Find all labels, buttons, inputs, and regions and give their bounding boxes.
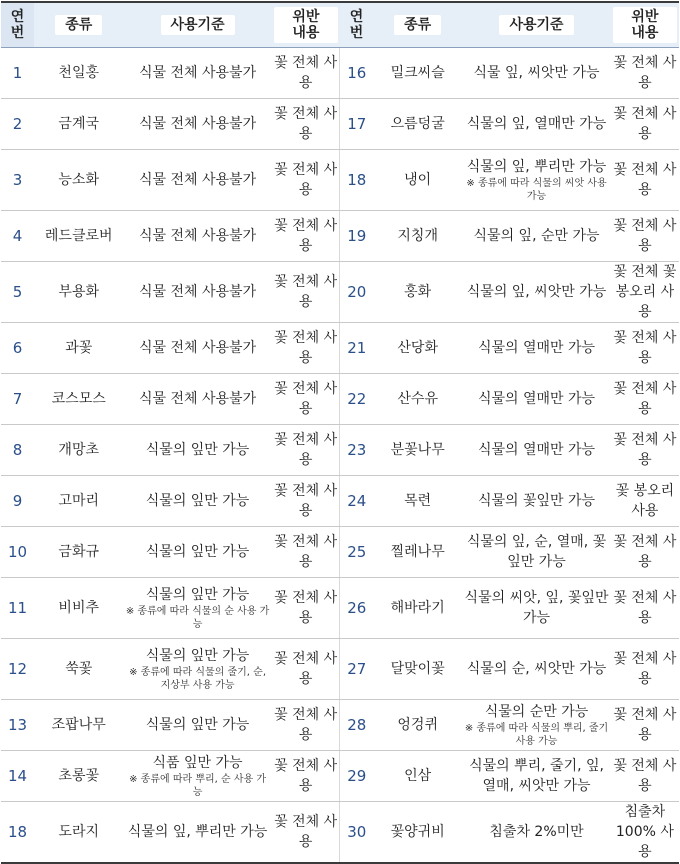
row-number: 3 [1,150,34,211]
usage-rule: 식물의 잎, 뿌리만 가능 [466,159,607,175]
table-row [1,323,679,374]
usage-note: ※ 종류에 따라 식물의 뿌리, 줄기 사용 가능 [464,723,609,747]
plant-kind: 으름덩굴 [373,99,462,150]
row-number: 16 [340,48,373,99]
usage-note: ※ 종류에 따라 식물의 줄기, 순, 지상부 사용 가능 [129,667,266,691]
usage-rule-cell [123,262,271,323]
violation-content: 꽃 전체 사용 [272,211,340,262]
violation-content: 꽃 전체 사용 [272,48,340,99]
usage-rule: 식물의 잎, 열매만 가능 [466,116,607,132]
plant-kind: 능소화 [34,150,123,211]
row-number: 24 [340,476,373,527]
header-no-right: 연번 [340,2,373,48]
row-number: 20 [340,262,373,323]
row-number: 7 [1,374,34,425]
violation-content: 꽃 전체 사용 [611,425,679,476]
table-row [1,476,679,527]
plant-kind: 목련 [373,476,462,527]
violation-content: 꽃 전체 사용 [272,802,340,864]
usage-rule-cell [123,99,271,150]
usage-rule-cell [462,150,610,211]
violation-content: 꽃 전체 사용 [611,527,679,578]
usage-rule-cell [123,150,271,211]
usage-note: ※ 종류에 따라 식물의 순 사용 가능 [125,606,270,630]
usage-rule: 식물의 순, 씨앗만 가능 [466,661,607,677]
usage-rule-cell [462,639,610,700]
usage-rule-cell [123,476,271,527]
usage-rule: 식물 전체 사용불가 [139,228,257,244]
row-number: 11 [1,578,34,639]
violation-content: 꽃 전체 꽃봉오리 사용 [611,262,679,323]
plant-kind: 냉이 [373,150,462,211]
usage-rule: 식물의 잎만 가능 [145,544,250,560]
violation-content: 꽃 전체 사용 [611,374,679,425]
usage-rule: 식물 전체 사용불가 [139,116,257,132]
usage-rule-cell [123,578,271,639]
row-number: 26 [340,578,373,639]
table-row [1,262,679,323]
usage-rule: 침출차 2%미만 [489,824,584,840]
row-number: 18 [1,802,34,864]
plant-kind: 쑥꽃 [34,639,123,700]
violation-content: 꽃 전체 사용 [611,150,679,211]
plant-kind: 꽃양귀비 [373,802,462,864]
usage-rule-cell [123,323,271,374]
plant-kind: 비비추 [34,578,123,639]
violation-content: 꽃 전체 사용 [611,323,679,374]
usage-rule: 식물 전체 사용불가 [139,391,257,407]
usage-rule: 식품 잎만 가능 [152,755,243,771]
usage-rule-cell [462,323,610,374]
usage-rule: 식물 전체 사용불가 [139,284,257,300]
usage-rule: 식물의 잎만 가능 [145,648,250,664]
table-row [1,527,679,578]
usage-rule: 식물의 잎, 순만 가능 [473,228,600,244]
usage-rule: 식물 전체 사용불가 [139,172,257,188]
violation-content: 꽃 전체 사용 [611,99,679,150]
usage-rule: 식물의 씨앗, 잎, 꽃잎만 가능 [464,590,609,626]
usage-rule: 식물의 잎, 순, 열매, 꽃잎만 가능 [466,534,607,570]
violation-content: 꽃 전체 사용 [272,323,340,374]
violation-content: 꽃 전체 사용 [272,700,340,751]
plant-kind: 찔레나무 [373,527,462,578]
row-number: 28 [340,700,373,751]
row-number: 27 [340,639,373,700]
violation-content: 꽃 전체 사용 [272,476,340,527]
plant-kind: 코스모스 [34,374,123,425]
usage-rule-cell [462,48,610,99]
row-number: 12 [1,639,34,700]
usage-rule-cell [123,527,271,578]
violation-content: 꽃 전체 사용 [272,99,340,150]
row-number: 22 [340,374,373,425]
usage-rule: 식물의 뿌리, 줄기, 잎, 열매, 씨앗만 가능 [469,758,604,794]
table-row [1,99,679,150]
row-number: 1 [1,48,34,99]
table-row [1,211,679,262]
table-row [1,700,679,751]
usage-rule-cell [462,211,610,262]
table-row [1,751,679,802]
violation-content: 꽃 전체 사용 [272,262,340,323]
violation-content: 꽃 전체 사용 [272,374,340,425]
row-number: 23 [340,425,373,476]
usage-rule-cell [462,751,610,802]
plant-kind: 산당화 [373,323,462,374]
usage-rule: 식물의 열매만 가능 [477,442,596,458]
header-no: 연번 [1,2,34,48]
row-number: 21 [340,323,373,374]
table-row [1,150,679,211]
usage-rule-cell [462,700,610,751]
row-number: 4 [1,211,34,262]
plant-kind: 금화규 [34,527,123,578]
usage-rule-cell [123,48,271,99]
usage-rule: 식물 잎, 씨앗만 가능 [473,65,600,81]
plant-kind: 레드클로버 [34,211,123,262]
row-number: 30 [340,802,373,864]
row-number: 25 [340,527,373,578]
header-row [1,2,679,48]
usage-rule-cell [462,425,610,476]
header-violation-right: 위반 내용 [611,2,679,48]
usage-rule: 식물의 꽃잎만 가능 [477,493,596,509]
row-number: 5 [1,262,34,323]
usage-rule-cell [123,751,271,802]
plant-kind: 산수유 [373,374,462,425]
violation-content: 꽃 전체 사용 [272,425,340,476]
row-number: 8 [1,425,34,476]
usage-rule: 식물의 열매만 가능 [477,340,596,356]
usage-rule: 식물 전체 사용불가 [139,340,257,356]
violation-content: 꽃 전체 사용 [611,211,679,262]
usage-rule: 식물의 잎, 뿌리만 가능 [127,824,268,840]
table-row [1,374,679,425]
plant-kind: 초롱꽃 [34,751,123,802]
plant-kind: 인삼 [373,751,462,802]
usage-rule-cell [462,527,610,578]
violation-content: 꽃 전체 사용 [272,639,340,700]
violation-content: 꽃 전체 사용 [272,578,340,639]
header-kind-right: 종류 [373,2,462,48]
plant-kind: 분꽃나무 [373,425,462,476]
plant-kind: 천일홍 [34,48,123,99]
violation-content: 꽃 전체 사용 [611,700,679,751]
usage-rule-cell [462,262,610,323]
plant-kind: 해바라기 [373,578,462,639]
plant-kind: 부용화 [34,262,123,323]
violation-content: 꽃 전체 사용 [272,527,340,578]
usage-rule: 식물의 순만 가능 [484,704,589,720]
row-number: 17 [340,99,373,150]
table-row [1,425,679,476]
violation-content: 꽃 전체 사용 [611,578,679,639]
violation-content: 꽃 전체 사용 [611,639,679,700]
table-row [1,639,679,700]
usage-rule: 식물의 열매만 가능 [477,391,596,407]
violation-content: 꽃 전체 사용 [611,48,679,99]
plant-kind: 과꽃 [34,323,123,374]
row-number: 10 [1,527,34,578]
plant-kind: 조팝나무 [34,700,123,751]
violation-content: 침출차 100% 사용 [611,802,679,864]
violation-content: 꽃 전체 사용 [272,751,340,802]
usage-note: ※ 종류에 따라 식물의 씨앗 사용 가능 [466,178,607,202]
row-number: 14 [1,751,34,802]
table-row [1,578,679,639]
plant-kind: 금계국 [34,99,123,150]
usage-rule-cell [123,374,271,425]
plant-kind: 고마리 [34,476,123,527]
usage-rule: 식물의 잎만 가능 [145,493,250,509]
table-row [1,48,679,99]
row-number: 19 [340,211,373,262]
row-number: 18 [340,150,373,211]
plant-kind: 도라지 [34,802,123,864]
plant-kind: 엉겅퀴 [373,700,462,751]
header-rule: 사용기준 [123,2,271,48]
header-violation: 위반 내용 [272,2,340,48]
row-number: 6 [1,323,34,374]
usage-rule-cell [123,700,271,751]
usage-rule-cell [462,99,610,150]
usage-rule-cell [123,211,271,262]
row-number: 2 [1,99,34,150]
plant-kind: 개망초 [34,425,123,476]
usage-note: ※ 종류에 따라 뿌리, 순 사용 가능 [129,774,266,798]
usage-rule: 식물의 잎만 가능 [145,442,250,458]
violation-content: 꽃 봉오리 사용 [611,476,679,527]
usage-rule-cell [462,476,610,527]
row-number: 29 [340,751,373,802]
usage-rule-cell [123,639,271,700]
violation-table [1,1,679,864]
usage-rule: 식물 전체 사용불가 [139,65,257,81]
row-number: 13 [1,700,34,751]
violation-content: 꽃 전체 사용 [272,150,340,211]
plant-kind: 지칭개 [373,211,462,262]
header-kind: 종류 [34,2,123,48]
plant-kind: 달맞이꽃 [373,639,462,700]
usage-rule-cell [123,425,271,476]
header-rule-right: 사용기준 [462,2,610,48]
usage-rule: 식물의 잎, 씨앗만 가능 [466,284,607,300]
usage-rule: 식물의 잎만 가능 [145,587,250,603]
row-number: 9 [1,476,34,527]
usage-rule-cell [462,374,610,425]
plant-kind: 밀크씨슬 [373,48,462,99]
usage-rule: 식물의 잎만 가능 [145,717,250,733]
plant-kind: 홍화 [373,262,462,323]
usage-rule-cell [462,578,610,639]
violation-content: 꽃 전체 사용 [611,751,679,802]
